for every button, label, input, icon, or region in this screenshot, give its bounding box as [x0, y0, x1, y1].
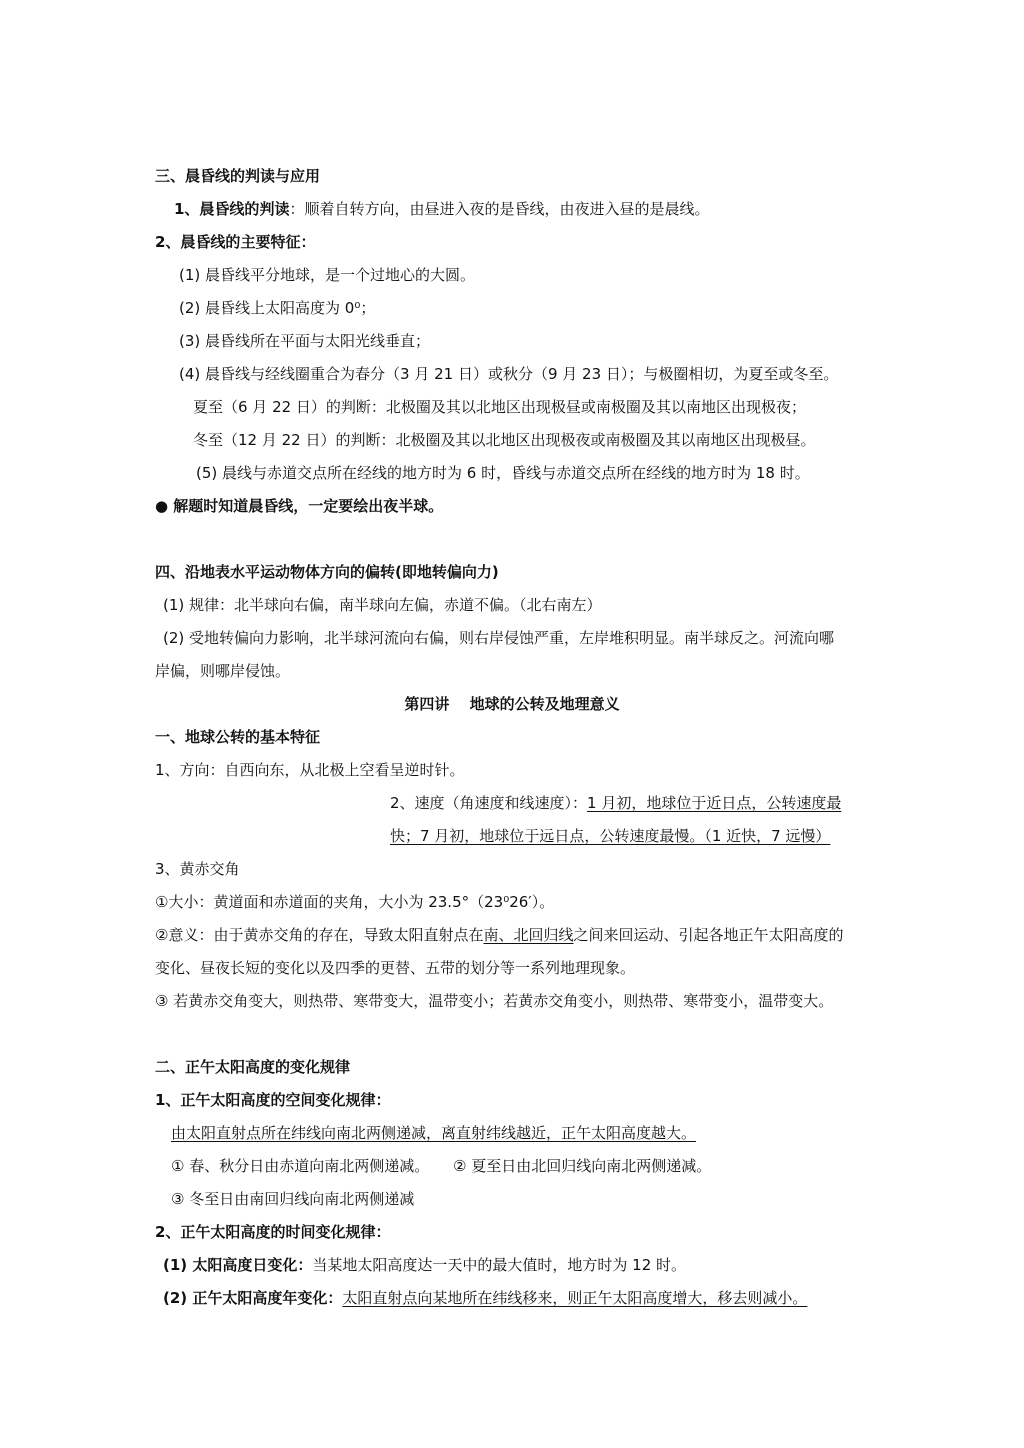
winter-solstice-note: 冬至（12 月 22 日）的判断：北极圈及其以北地区出现极夜或南极圈及其以南地区出现极昼。	[193, 431, 816, 449]
summer-rule: ② 夏至日由北回归线向南北两侧递减。	[453, 1157, 712, 1175]
daily-change	[163, 1254, 686, 1276]
section-heading-terminator: 三、晨昏线的判读与应用	[155, 167, 321, 185]
speed-underlined-2: 快；7 月初，地球位于远日点，公转速度最慢。（1 近快，7 远慢）	[390, 827, 831, 845]
yearly-label: (2) 正午太阳高度年变化：	[163, 1289, 343, 1307]
daily-text: 当某地太阳高度达一天中的最大值时，地方时为 12 时。	[312, 1256, 687, 1274]
coriolis-rule: (1) 规律：北半球向右偏，南半球向左偏，赤道不偏。（北右南左）	[163, 596, 602, 614]
feature-item-1: (1) 晨昏线平分地球，是一个过地心的大圆。	[179, 266, 476, 284]
paragraph-terminator-reading	[174, 198, 709, 220]
meaning-text-b: 之间来回运动、引起各地正午太阳高度的	[573, 926, 844, 944]
exam-tip: ● 解题时知道晨昏线，一定要绘出夜半球。	[155, 497, 444, 515]
feature-item-3: (3) 晨昏线所在平面与太阳光线垂直；	[179, 332, 431, 350]
section-heading-coriolis: 四、沿地表水平运动物体方向的偏转(即地转偏向力)	[155, 563, 499, 581]
paragraph-label: 1、晨昏线的判读	[174, 200, 290, 218]
speed-underlined-1: 1 月初，地球位于近日点，公转速度最	[587, 794, 842, 812]
equinox-rule: ① 春、秋分日由赤道向南北两侧递减。	[171, 1157, 430, 1175]
yearly-change	[163, 1287, 807, 1309]
daily-label: (1) 太阳高度日变化：	[163, 1256, 313, 1274]
feature-item-2: (2) 晨昏线上太阳高度为 0⁰；	[179, 299, 376, 317]
lecture-title: 第四讲 地球的公转及地理意义	[404, 695, 620, 713]
meaning-text-a: ②意义：由于黄赤交角的存在，导致太阳直射点在	[155, 926, 484, 944]
subheading-time-change: 2、正午太阳高度的时间变化规律：	[155, 1223, 391, 1241]
yearly-text: 太阳直射点向某地所在纬线移来，则正午太阳高度增大，移去则减小。	[342, 1289, 808, 1307]
speed-prefix: 2、速度（角速度和线速度）：	[390, 794, 588, 812]
paragraph-text: ：顺着自转方向，由昼进入夜的是昏线，由夜进入昼的是晨线。	[289, 200, 710, 218]
revolution-speed-line1	[390, 792, 841, 814]
obliquity-meaning-line1	[155, 924, 843, 946]
coriolis-river-line2: 岸偏，则哪岸侵蚀。	[155, 662, 291, 680]
meaning-underlined: 南、北回归线	[483, 926, 574, 944]
feature-item-4: (4) 晨昏线与经线圈重合为春分（3 月 21 日）或秋分（9 月 23 日）；与极圈相切，为夏至或冬至。	[179, 365, 839, 383]
obliquity-meaning-line2: 变化、昼夜长短的变化以及四季的更替、五带的划分等一系列地理现象。	[155, 959, 636, 977]
obliquity-change: ③ 若黄赤交角变大，则热带、寒带变大，温带变小；若黄赤交角变小，则热带、寒带变小，温带变大。	[155, 992, 834, 1010]
subheading-space-change: 1、正午太阳高度的空间变化规律：	[155, 1091, 391, 1109]
subheading-terminator-features: 2、晨昏线的主要特征：	[155, 233, 316, 251]
winter-rule: ③ 冬至日由南回归线向南北两侧递减	[171, 1190, 415, 1208]
obliquity-title: 3、黄赤交角	[155, 860, 240, 878]
coriolis-river-line1: (2) 受地转偏向力影响，北半球河流向右偏，则右岸侵蚀严重，左岸堆积明显。南半球反之。河流向哪	[163, 629, 835, 647]
revolution-speed-line2	[390, 825, 830, 847]
feature-item-5: (5) 晨线与赤道交点所在经线的地方时为 6 时，昏线与赤道交点所在经线的地方时为 18 时。	[196, 464, 810, 482]
space-rule: 由太阳直射点所在纬线向南北两侧递减，离直射纬线越近，正午太阳高度越大。	[171, 1124, 697, 1142]
section-heading-noon-altitude: 二、正午太阳高度的变化规律	[155, 1058, 351, 1076]
section-heading-revolution: 一、地球公转的基本特征	[155, 728, 321, 746]
revolution-direction: 1、方向：自西向东，从北极上空看呈逆时针。	[155, 761, 465, 779]
summer-solstice-note: 夏至（6 月 22 日）的判断：北极圈及其以北地区出现极昼或南极圈及其以南地区出现极夜；	[193, 398, 806, 416]
obliquity-size: ①大小：黄道面和赤道面的夹角，大小为 23.5°（23⁰26′）。	[155, 893, 555, 911]
